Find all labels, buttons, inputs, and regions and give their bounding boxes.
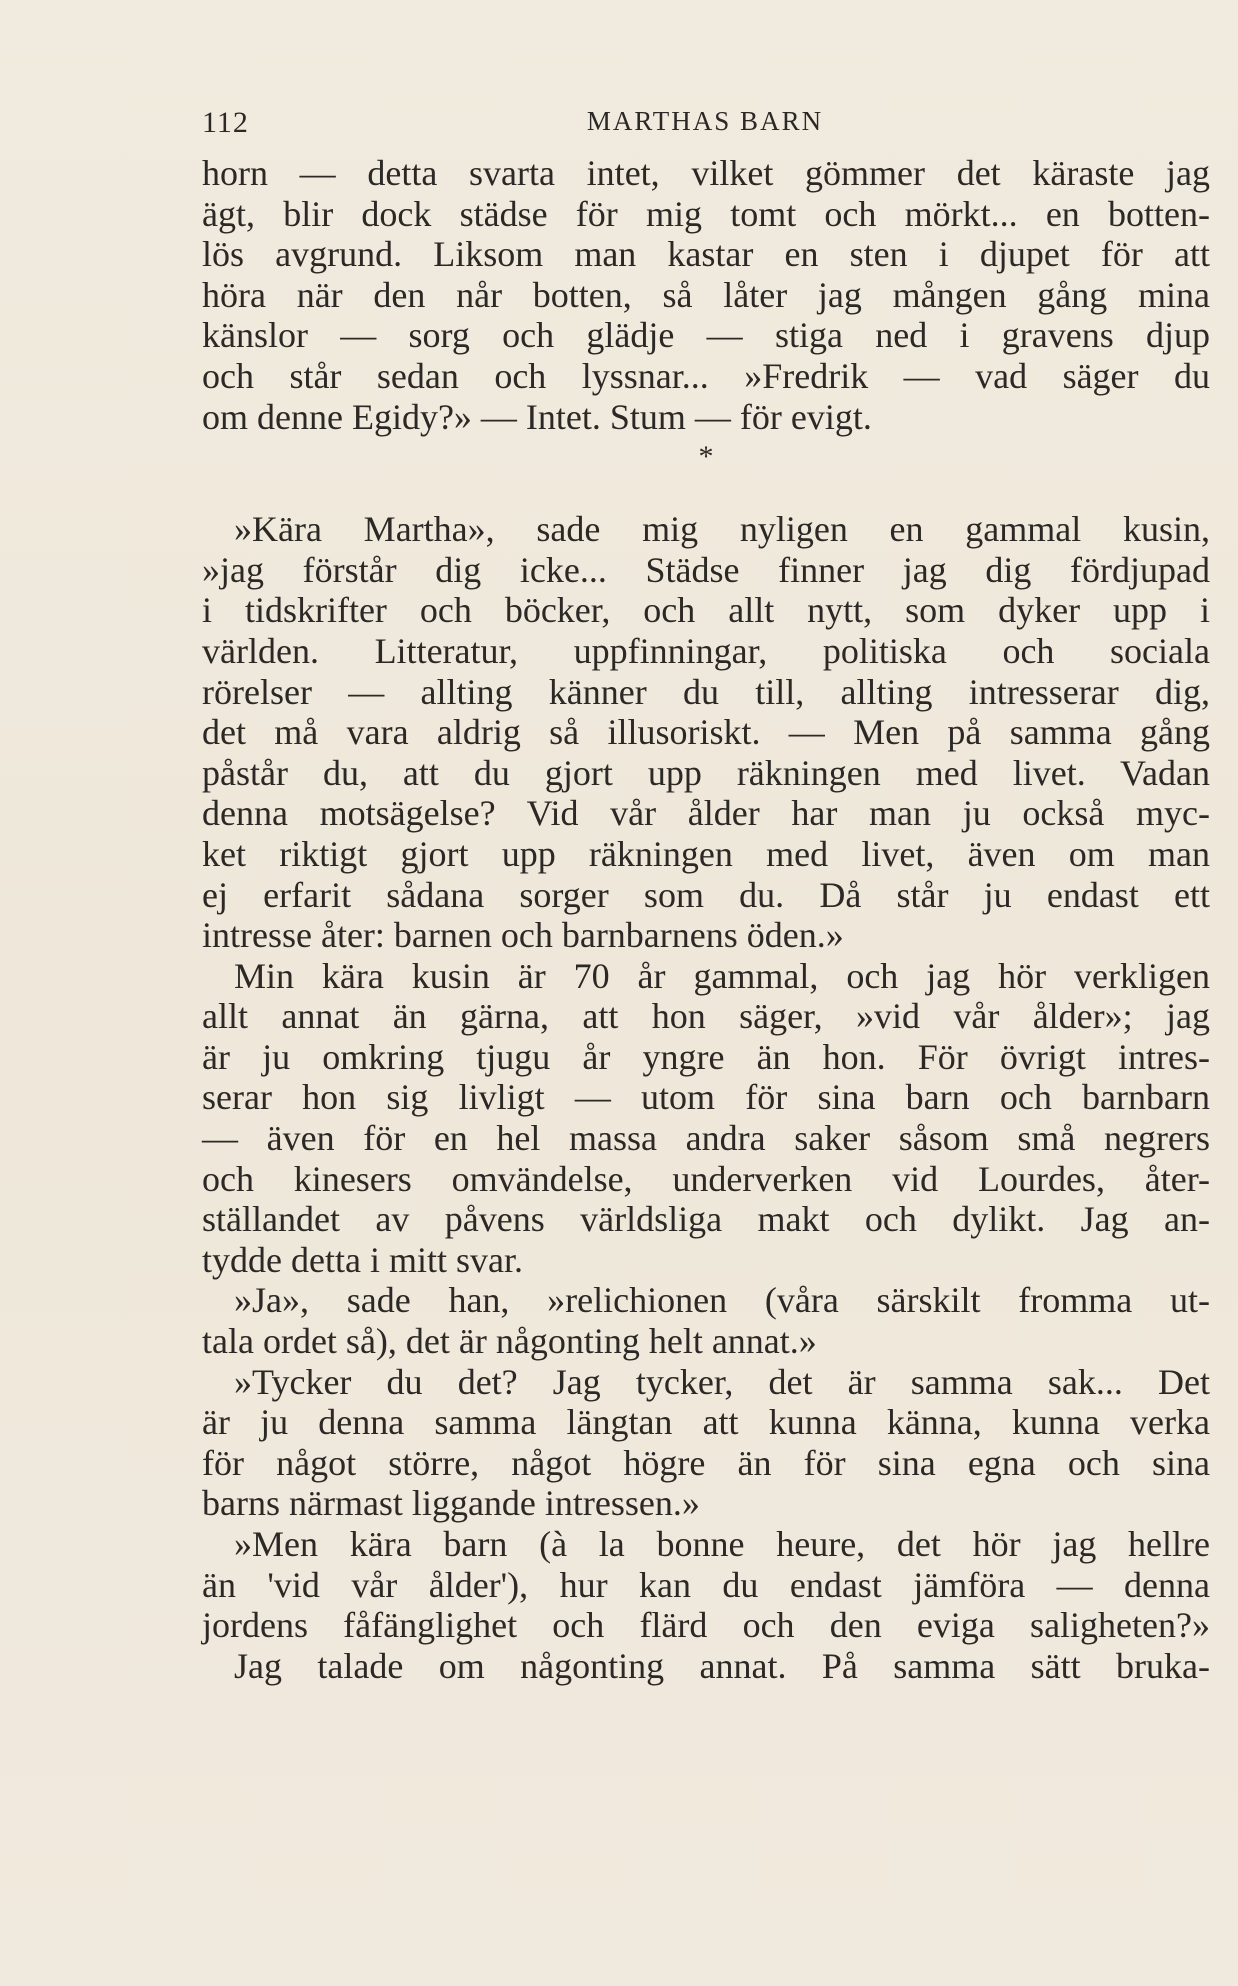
text-line: det må vara aldrig så illusoriskt. — Men på samma gång [202, 712, 1210, 753]
text-line: »Kära Martha», sade mig nyligen en gammal kusin, [234, 509, 1210, 550]
section-break-gap [202, 481, 1210, 509]
running-title: MARTHAS BARN [586, 106, 824, 136]
text-line: Min kära kusin är 70 år gammal, och jag hör verkligen [234, 955, 1210, 996]
text-line: än 'vid vår ålder'), hur kan du endast jämföra — denna [202, 1564, 1210, 1605]
text-line: och kinesers omvändelse, underverken vid Lourdes, åter- [202, 1158, 1210, 1199]
text-line: ställandet av påvens världsliga makt och dylikt. Jag an- [202, 1199, 1210, 1240]
text-line: »Tycker du det? Jag tycker, det är samma sak... Det [234, 1361, 1210, 1402]
text-line: världen. Litteratur, uppfinningar, politiska och sociala [202, 630, 1210, 671]
text-line: är ju omkring tjugu år yngre än hon. För övrigt intres- [202, 1036, 1210, 1077]
text-line: är ju denna samma längtan att kunna känna, kunna verka [202, 1402, 1210, 1443]
text-line: barns närmast liggande intressen.» [202, 1483, 700, 1524]
text-line: — även för en hel massa andra saker såsom små negrers [202, 1118, 1210, 1159]
text-line: »Ja», sade han, »relichionen (våra särskilt fromma ut- [234, 1280, 1210, 1321]
body-text [202, 153, 1210, 1686]
text-line: Jag talade om någonting annat. På samma sätt bruka- [234, 1645, 1210, 1686]
text-line: om denne Egidy?» — Intet. Stum — för evigt. [202, 396, 872, 437]
text-line: och står sedan och lyssnar... »Fredrik — vad säger du [202, 355, 1210, 396]
text-line: rörelser — allting känner du till, allting intresserar dig, [202, 671, 1210, 712]
text-line: serar hon sig livligt — utom för sina barn och barnbarn [202, 1077, 1210, 1118]
text-line: »jag förstår dig icke... Städse finner jag dig fördjupad [202, 549, 1210, 590]
text-line: för något större, något högre än för sina egna och sina [202, 1442, 1210, 1483]
text-line: ket riktigt gjort upp räkningen med livet, även om man [202, 833, 1210, 874]
text-line: i tidskrifter och böcker, och allt nytt, som dyker upp i [202, 590, 1210, 631]
text-line: »Men kära barn (à la bonne heure, det hör jag hellre [234, 1524, 1210, 1564]
text-line: tydde detta i mitt svar. [202, 1239, 523, 1280]
text-line: allt annat än gärna, att hon säger, »vid vår ålder»; jag [202, 996, 1210, 1037]
text-line: intresse åter: barnen och barnbarnens öden.» [202, 915, 844, 956]
text-line: ej erfarit sådana sorger som du. Då står ju endast ett [202, 874, 1210, 915]
page-header [202, 106, 1208, 146]
text-line: känslor — sorg och glädje — stiga ned i gravens djup [202, 315, 1210, 356]
section-break-asterisk: * [698, 440, 714, 474]
text-line: lös avgrund. Liksom man kastar en sten i djupet för att [202, 234, 1210, 275]
text-line: tala ordet så), det är någonting helt annat.» [202, 1321, 817, 1362]
text-line: påstår du, att du gjort upp räkningen med livet. Vadan [202, 752, 1210, 793]
text-line: jordens fåfänglighet och flärd och den eviga saligheten?» [202, 1605, 1210, 1646]
page-number: 112 [202, 106, 249, 139]
text-line: höra när den når botten, så låter jag mången gång mina [202, 274, 1210, 315]
text-line: horn — detta svarta intet, vilket gömmer det käraste jag [202, 153, 1210, 193]
text-line: denna motsägelse? Vid vår ålder har man ju också myc- [202, 793, 1210, 834]
text-line: ägt, blir dock städse för mig tomt och mörkt... en botten- [202, 193, 1210, 234]
